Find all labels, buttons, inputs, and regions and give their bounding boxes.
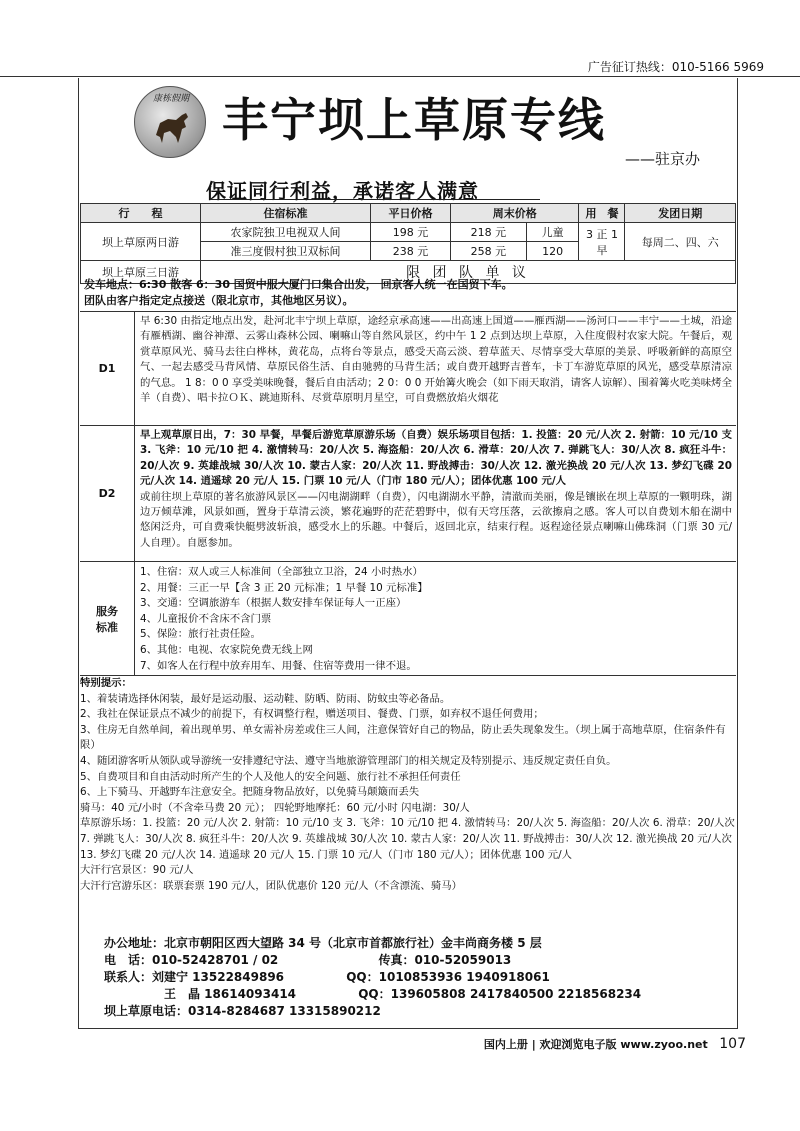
- list-item: 2、用餐：三正一早【含 3 正 20 元标准；1 早餐 10 元标准】: [140, 581, 428, 594]
- contact-qq-2: QQ：139605808 2417840500 2218568234: [358, 987, 642, 1001]
- day2-section: [80, 426, 736, 562]
- list-item: 4、随团游客听从领队或导游统一安排遵纪守法、遵守当地旅游管理部门的相关规定及特别提示、违反规定责任自负。: [80, 754, 617, 767]
- weekday-price-1: 198 元: [371, 223, 451, 242]
- notes-heading: 特别提示：: [80, 677, 132, 689]
- tour3-note: 限 团 队 单 议: [201, 261, 736, 284]
- day2-text: [140, 428, 732, 551]
- price-table: [80, 203, 736, 284]
- riding-prices: 骑马：40 元/小时（不含牵马费 20 元）； 四轮野地摩托：60 元/小时 闪电湖：30/人: [80, 801, 470, 814]
- page-title: 丰宁坝上草原专线: [222, 93, 606, 147]
- list-item: 2、我社在保证景点不减少的前提下，有权调整行程，赠送项目、餐费、门票，如弃权不退任何费用；: [80, 708, 544, 721]
- service-label: [80, 562, 135, 675]
- page-footer: [484, 1036, 746, 1052]
- day1-label: D1: [80, 312, 135, 425]
- ad-hotline: 广告征订热线：010-5166 5969: [587, 60, 764, 74]
- list-item: 3、交通：空调旅游车（根据人数安排车保证每人一正座）: [140, 597, 407, 610]
- contact-qq-1: QQ：1010853936 1940918061: [346, 970, 550, 984]
- hotel-1: 农家院独卫电视双人间: [201, 223, 371, 242]
- footer-divider: [78, 1028, 738, 1029]
- day2-playground-text: 早上观草原日出，7：30 早餐，早餐后游览草原游乐场（自费）娱乐场项目包括：1. 投篮：20 元/人次 2. 射箭：10 元/10 支 3. 飞斧：10 元/10 把 4. 激情转马：20/人次 5. 海盗船：20/人次 6. 滑草：20/人次 7. 弹跳飞人：30/人次 8. 疯狂斗牛：20/人次 9. 英雄战城 30/人次 10. 蒙古人家：20/人次 11. 野战搏击：30/人次 12. 激光换战 20 元/人次 13. 梦幻飞碟 20 元/人次 14. 逍遥球 20 元/人 15. 门票 10 元/人（门市 180 元/人）；团体优惠 100 元/人: [140, 429, 732, 488]
- list-item: 7、如客人在行程中放弃用车、用餐、住宿等费用一律不退。: [140, 659, 417, 672]
- contact-person-1: 联系人：刘建宁 13522849896: [104, 970, 285, 984]
- service-list: [140, 565, 732, 674]
- child-label: 儿童: [526, 223, 579, 242]
- office-address: 办公地址：北京市朝阳区西大望路 34 号（北京市首都旅行社）金丰尚商务楼 5 层: [104, 936, 542, 950]
- list-item: 1、住宿：双人或三人标准间（全部独立卫浴，24 小时热水）: [140, 566, 423, 578]
- horse-icon: [150, 109, 194, 145]
- child-price: 120: [526, 242, 579, 261]
- list-item: 5、保险：旅行社责任险。: [140, 628, 261, 641]
- logo-text: 康栋假期: [152, 94, 189, 104]
- weekday-price-2: 238 元: [371, 242, 451, 261]
- contact-person-2: 王 晶 18614093414: [164, 987, 297, 1001]
- service-label-text: 服务标准: [96, 604, 118, 634]
- contact-row: [104, 969, 724, 986]
- tour2-name: 坝上草原两日游: [81, 223, 201, 261]
- slogan: 保证同行利益，承诺客人满意: [206, 179, 479, 203]
- special-notes: [80, 676, 736, 894]
- slogan-underline: [210, 199, 540, 200]
- hotel-2: 准三度假村独卫双标间: [201, 242, 371, 261]
- footer-text: 国内上册 | 欢迎浏览电子版 www.zyoo.net: [483, 1038, 708, 1051]
- departure-line: 团队由客户指定定点接送（限北京市，其他地区另议）。: [84, 294, 354, 307]
- list-item: 4、儿童报价不含床不含门票: [140, 612, 272, 625]
- service-section: [80, 562, 736, 676]
- day2-label: D2: [80, 426, 135, 561]
- grassland-phone: 坝上草原电话：0314-8284687 13315890212: [104, 1004, 381, 1018]
- contact-row: [104, 986, 724, 1003]
- phone-row: [104, 952, 724, 969]
- day2-lake-text: 或前往坝上草原的著名旅游风景区——闪电湖湖畔（自费），闪电湖湖水平静，清澈而美丽，像是镶嵌在坝上草原的一颗明珠，湖边万倾草滩，风景如画，置身于草清云淡，繁花遍野的茫茫碧野中，似有天穹压落，云欲擦肩之感。客人可以自费划木船在湖中悠闲泛舟，可自费乘快艇劈波斩浪，感受水上的乐趣。中餐后，返回北京，结束行程。返程途径景点喇嘛山佛珠洞（门票 30 元/人自理）。自愿参加。: [140, 490, 732, 549]
- weekend-price-1: 218 元: [451, 223, 527, 242]
- page-number: 107: [719, 1036, 746, 1052]
- day1-section: [80, 312, 736, 426]
- weekend-price-2: 258 元: [451, 242, 527, 261]
- scenic-price-1: 大汗行宫景区：90 元/人: [80, 864, 194, 877]
- scenic-price-2: 大汗行宫游乐区：联票套票 190 元/人，团队优惠价 120 元/人（不含漂流、骑马）: [80, 879, 462, 892]
- agency-logo: [134, 86, 206, 158]
- table-header-row: [81, 204, 736, 223]
- phone: 电 话：010-52428701 / 02: [104, 953, 279, 967]
- contact-info: [104, 935, 724, 1020]
- header-weekend: 周末价格: [451, 204, 579, 223]
- tour3-name: 坝上草原三日游: [81, 261, 201, 284]
- top-divider: [0, 76, 800, 77]
- fax: 传真：010-52059013: [378, 953, 512, 967]
- office-label: ——驻京办: [624, 150, 700, 168]
- playground-prices: 草原游乐场：1. 投篮：20 元/人次 2. 射箭：10 元/10 支 3. 飞斧：10 元/10 把 4. 激情转马：20/人次 5. 海盗船：20/人次 6. 滑草：20/人次 7. 弹跳飞人：30/人次 8. 疯狂斗牛：20/人次 9. 英雄战城 30/人次 10. 蒙古人家：20/人次 11. 野战搏击：30/人次 12. 激光换战 20 元/人次 13. 梦幻飞碟 20 元/人次 14. 逍遥球 20 元/人 15. 门票 10 元/人（门市 180 元/人）；团体优惠 100 元/人: [80, 817, 735, 861]
- list-item: 1、着装请选择休闲装，最好是运动服、运动鞋、防晒、防雨、防蚊虫等必备品。: [80, 692, 451, 705]
- day1-text: 早 6:30 由指定地点出发，赴河北丰宁坝上草原，途经京承高速——出高速上国道——雁西湖——汤河口——丰宁——土城，沿途有雁栖湖、幽谷神潭、云雾山森林公园、喇嘛山等自然风景区，约中午 1 2 点到达坝上草原，入住度假村农家大院。午餐后，观赏草原风光、骑马去往白桦林，黄花岛，点将台等景点，感受天高云淡、碧草蓝天、尽情享受大草原的美景、呼吸新鲜的高原空气、一起去感受马背风情、草原民俗生活、自由驰骋的马背生活；或自费开越野吉普车，卡丁车游览草原的风光，感受草原清凉的气息。 1 8：0 0 享受美味晚餐，餐后自由活动；2 0：0 0 开始篝火晚会（如下雨天取消，请客人谅解）、围着篝火吃美味烤全羊（自费）、唱卡拉ＯＫ、跳迪斯科、尽赏草原明月星空，可自费燃放焰火烟花: [140, 315, 732, 405]
- departure-info: [84, 277, 734, 309]
- meal-value: 3 正 1 早: [579, 223, 625, 261]
- list-item: 3、住房无自然单间，着出现单男、单女需补房差或住三人间，注意保管好自己的物品，防止丢失现象发生。（坝上属于高地草原，住宿条件有限）: [80, 723, 726, 752]
- tour-dates: 每周二、四、六: [625, 223, 736, 261]
- list-item: 6、上下骑马、开越野车注意安全。把随身物品放好，以免骑马颠簸而丢失: [80, 786, 420, 799]
- header-meal: 用 餐: [579, 204, 625, 223]
- header-route: 行 程: [81, 204, 201, 223]
- header-lodging: 住宿标准: [201, 204, 371, 223]
- table-row: [81, 223, 736, 242]
- header-dates: 发团日期: [625, 204, 736, 223]
- header-weekday: 平日价格: [371, 204, 451, 223]
- list-item: 6、其他：电视、农家院免费无线上网: [140, 643, 313, 656]
- list-item: 5、自费项目和自由活动时所产生的个人及他人的安全问题、旅行社不承担任何责任: [80, 770, 461, 783]
- departure-line: 发车地点：6:30 散客 6：30 国贸中服大厦门口集合出发， 回京客人统一在国贸下车。: [84, 278, 513, 291]
